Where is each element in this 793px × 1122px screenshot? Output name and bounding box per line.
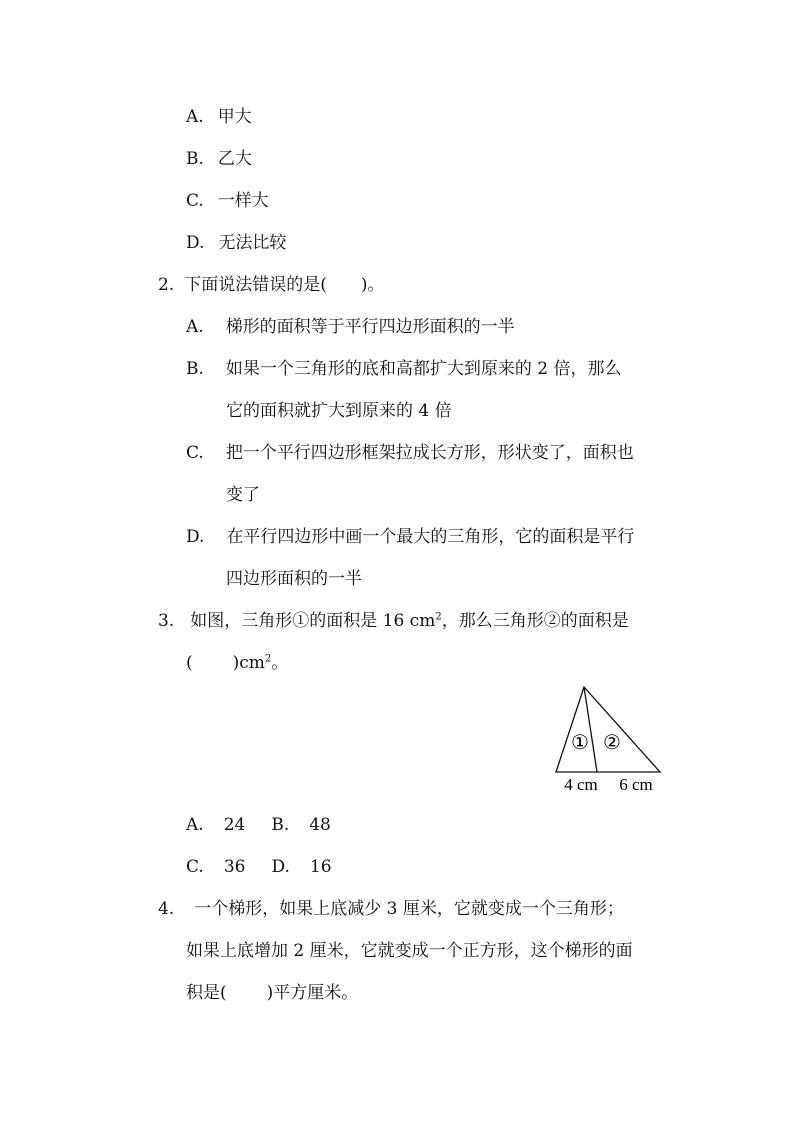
question-text: 一个梯形，如果上底减少 3 厘米，它就变成一个三角形； (194, 899, 624, 919)
q4-stem-line-2: 如果上底增加 2 厘米，它就变成一个正方形，这个梯形的面 (186, 941, 633, 961)
option-letter: B. (271, 815, 290, 835)
option-value: 16 (309, 857, 332, 877)
q4-stem (158, 897, 624, 921)
q1-option-d (186, 231, 286, 255)
q2-option-a (186, 315, 515, 339)
question-text-end: ，那么三角形②的面积是 (441, 611, 629, 631)
triangle-figure (550, 684, 666, 796)
q2-option-b (186, 357, 622, 381)
question-number: 4. (158, 899, 175, 919)
option-text: 甲大 (217, 107, 252, 127)
option-letter: B. (186, 359, 204, 379)
question-text-start: 如图，三角形①的面积是 16 cm (190, 611, 436, 631)
question-text-start: 下面说法错误的是( (184, 275, 327, 295)
base-right-label: 6 cm (619, 775, 653, 794)
superscript: 2 (435, 611, 442, 623)
question-text-end: )平方厘米。 (266, 983, 359, 1003)
q2-option-c (186, 441, 634, 465)
superscript: 2 (264, 653, 272, 665)
option-text: 乙大 (217, 149, 252, 169)
option-letter: A. (186, 815, 204, 835)
option-text: 在平行四边形中画一个最大的三角形，它的面积是平行 (226, 527, 635, 547)
question-number: 3. (158, 611, 175, 631)
option-value: 48 (309, 815, 331, 835)
option-letter: B. (186, 149, 204, 169)
option-text: 如果一个三角形的底和高都扩大到原来的 2 倍，那么 (225, 359, 622, 379)
q3-options-row-1 (186, 813, 331, 837)
paren-open: ( (186, 653, 193, 673)
question-text-start: 积是( (186, 983, 227, 1003)
period: 。 (271, 653, 289, 673)
base-left-label: 4 cm (564, 775, 598, 794)
option-letter: D. (186, 233, 205, 253)
q3-stem (158, 609, 629, 633)
option-text: 无法比较 (218, 233, 287, 253)
option-text: 梯形的面积等于平行四边形面积的一半 (225, 317, 515, 337)
question-number: 2. (158, 275, 175, 295)
option-letter: A. (186, 317, 204, 337)
option-value: 36 (223, 857, 246, 877)
q4-stem-line-3 (186, 981, 358, 1005)
triangle-2-label: ② (603, 732, 621, 754)
q1-option-c (186, 189, 269, 213)
q2-stem (158, 273, 385, 297)
q2-option-c-continued: 变了 (226, 485, 260, 505)
unit-text: )cm (232, 653, 265, 673)
option-letter: C. (186, 191, 204, 211)
option-letter: C. (186, 443, 204, 463)
q2-option-d (186, 525, 634, 549)
q1-option-b (186, 147, 252, 171)
q3-stem-continued (186, 651, 288, 675)
triangle-1-label: ① (571, 732, 589, 754)
option-text: 一样大 (217, 191, 269, 211)
option-letter: C. (186, 857, 204, 877)
option-letter: D. (186, 527, 205, 547)
q3-options-row-2 (186, 855, 332, 879)
q2-option-d-continued: 四边形面积的一半 (226, 569, 362, 589)
option-letter: D. (271, 857, 290, 877)
option-text: 把一个平行四边形框架拉成长方形，形状变了，面积也 (225, 443, 634, 463)
q1-option-a (186, 105, 252, 129)
outer-triangle (556, 687, 660, 772)
option-letter: A. (186, 107, 204, 127)
option-value: 24 (223, 815, 246, 835)
question-text-end: )。 (360, 275, 385, 295)
q2-option-b-continued: 它的面积就扩大到原来的 4 倍 (226, 401, 452, 421)
